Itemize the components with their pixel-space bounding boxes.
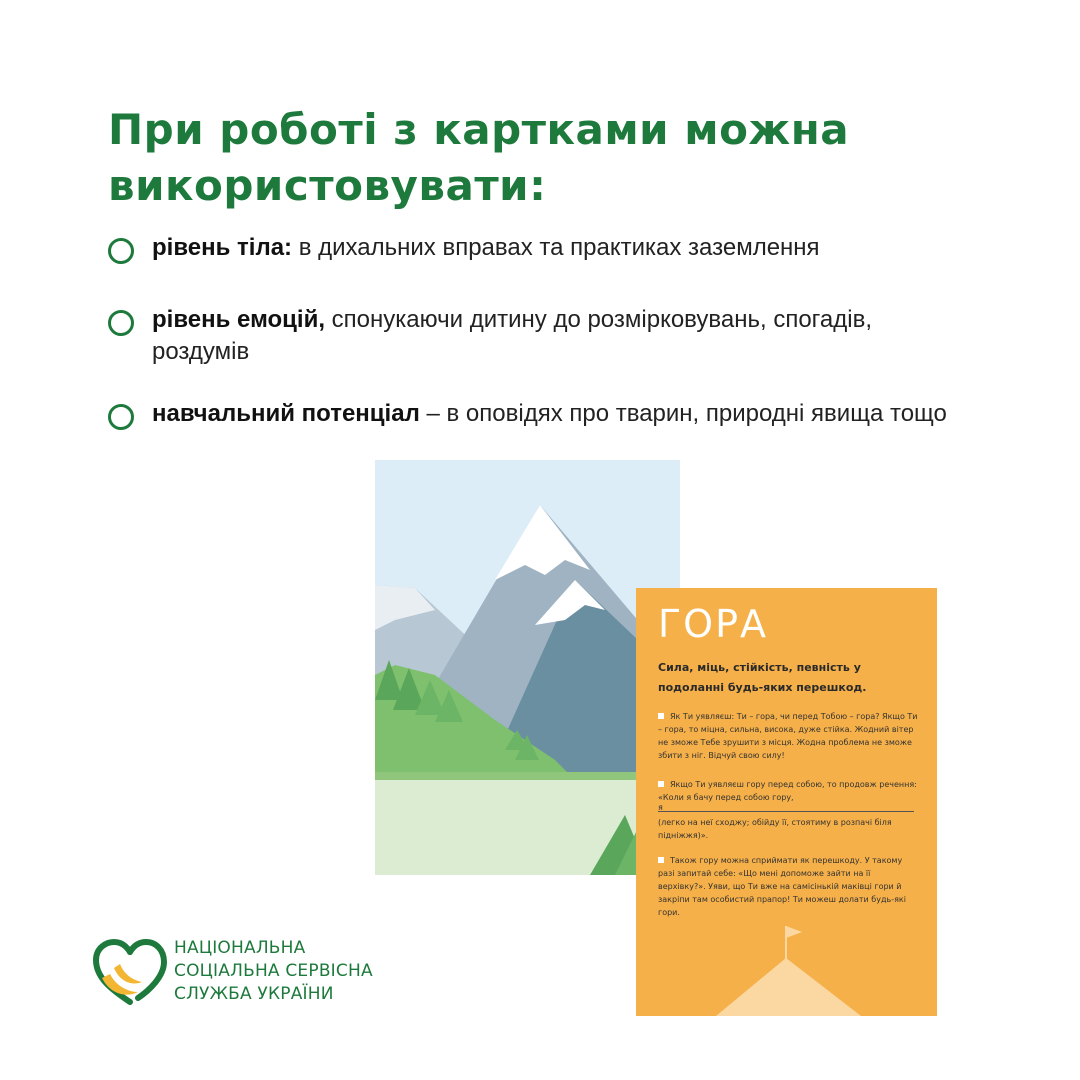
card-title: ГОРА [658, 602, 768, 646]
card-blank-prefix: я [658, 803, 663, 812]
mountain-card-text [636, 588, 937, 1016]
list-item-text [152, 304, 972, 368]
circle-bullet-icon [108, 238, 134, 264]
list-item-bold: навчальний потенціал [152, 400, 420, 427]
list-item-bold: рівень тіла: [152, 234, 293, 261]
heart-hands-logo-icon [92, 938, 168, 1006]
list-item-body: в дихальних вправах та практиках заземлення [292, 234, 820, 261]
mountain-landscape-image [375, 460, 680, 875]
mountain-card-illustration [375, 460, 680, 875]
logo-line: СЛУЖБА УКРАЇНИ [174, 984, 334, 1004]
logo-line: СОЦІАЛЬНА СЕРВІСНА [174, 961, 373, 981]
mountain-peak-flag-icon [636, 588, 937, 1016]
list-item-bold: рівень емоцій, [152, 306, 326, 333]
circle-bullet-icon [108, 404, 134, 430]
list-item-text [152, 232, 972, 264]
logo-line: НАЦІОНАЛЬНА [174, 938, 306, 958]
circle-bullet-icon [108, 310, 134, 336]
card-subtitle: Сила, міць, стійкість, певність у подоланні будь-яких перешкод. [658, 661, 867, 694]
logo-wordmark [174, 937, 373, 1006]
list-item-body: спонукаючи дитину до розмірковувань, спогадів, роздумів [152, 306, 872, 365]
card-paragraph-text: Також гору можна сприймати як перешкоду. У такому разі запитай себе: «Що мені допоможе зайти на її верхівку?». Уяви, що Ти вже на самісінькій маківці гори й закріпи там особистий прапор! Ти можеш долати будь-які гори. [658, 856, 906, 917]
card-paragraph-text: (легко на неї сходжу; обійду її, стоятиму в розпачі біля підніжжя)». [658, 818, 892, 840]
list-item-text [152, 398, 972, 430]
page-title: При роботі з картками можна використовувати: [108, 105, 850, 210]
card-paragraph-text: Як Ти уявляєш: Ти – гора, чи перед Тобою – гора? Якщо Ти – гора, то міцна, сильна, висока, дуже стійка. Жодний вітер не зможе Тебе зрушити з місця. Жодна проблема не зможе збити з ніг. Відчуй свою силу! [658, 712, 918, 760]
list-item-body: – в оповідях про тварин, природні явища тощо [419, 400, 947, 427]
card-paragraph-text: Якщо Ти уявляєш гору перед собою, то продовж речення: «Коли я бачу перед собою гору, [658, 780, 917, 802]
